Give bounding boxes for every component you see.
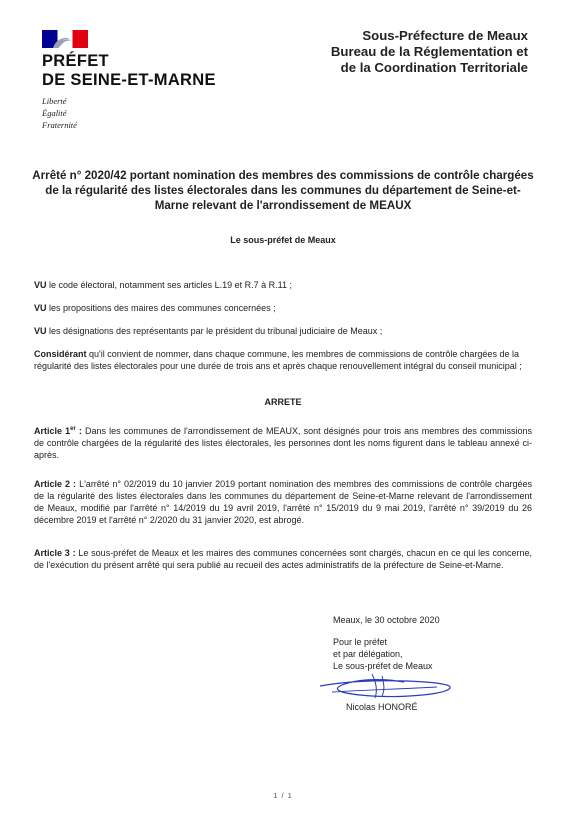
- signature-line2: et par délégation,: [333, 649, 403, 659]
- issuer-block: [331, 28, 528, 76]
- motto-egalite: Égalité: [42, 108, 67, 118]
- consideration-vu-code: [34, 279, 532, 291]
- consideration-lead: VU: [34, 280, 47, 290]
- article-text: L'arrêté n° 02/2019 du 10 janvier 2019 portant nomination des membres des commissions de contrôle chargées de la régularité des listes électorales dans les communes du département de Seine-et-Marne relevant de l'arrondissement de Meaux, modifié par l'arrêté n° 14/2019 du 19 avril 2019, l'arrêté n° 15/2019 du 9 mai 2019, l'arrêté n° 39/2019 du 26 décembre 2019 et l'arrêté n° 2/2020 du 31 janvier 2020, est abrogé.: [34, 479, 532, 525]
- prefet-wordmark: [42, 52, 216, 90]
- consideration-lead: VU: [34, 326, 47, 336]
- prefet-line1: PRÉFET: [42, 52, 109, 70]
- article-label: Article 1er :: [34, 426, 82, 436]
- consideration-text: les propositions des maires des communes concernées ;: [46, 303, 276, 313]
- motto-fraternite: Fraternité: [42, 120, 77, 130]
- motto-liberte: Liberté: [42, 96, 67, 106]
- article-2: [34, 478, 532, 526]
- page-number: 1 / 1: [273, 791, 293, 800]
- article-superscript: er: [70, 426, 76, 432]
- issuer-line3: de la Coordination Territoriale: [340, 60, 528, 75]
- consideration-vu-designations: [34, 325, 532, 337]
- signature-line1: Pour le préfet: [333, 637, 388, 647]
- consideration-text: le code électoral, notamment ses articles L.19 et R.7 à R.11 ;: [46, 280, 292, 290]
- arrete-heading: ARRETE: [264, 397, 302, 407]
- consideration-lead: Considérant: [34, 349, 87, 359]
- article-label: Article 3 :: [34, 548, 76, 558]
- article-3: [34, 547, 532, 571]
- signatory-name: Nicolas HONORÉ: [346, 702, 418, 712]
- place-date: Meaux, le 30 octobre 2020: [333, 615, 440, 625]
- issuer-line2: Bureau de la Réglementation et: [330, 44, 528, 59]
- article-1: [34, 425, 532, 461]
- handwritten-signature: [312, 668, 462, 704]
- prefet-line2: DE SEINE-ET-MARNE: [42, 71, 216, 89]
- marianne-flag-logo: [42, 30, 88, 48]
- consideration-text: qu'il convient de nommer, dans chaque commune, les membres de commissions de contrôle chargées de la régularité des listes électorales pour une durée de trois ans et après chaque renouvellement intégral du conseil municipal ;: [34, 349, 522, 371]
- consideration-considerant: [34, 348, 532, 372]
- article-label: Article 2 :: [34, 479, 77, 489]
- authority-line: Le sous-préfet de Meaux: [230, 235, 336, 245]
- issuer-line1: Sous-Préfecture de Meaux: [362, 28, 528, 43]
- consideration-text: les désignations des représentants par le président du tribunal judiciaire de Meaux ;: [46, 326, 383, 336]
- article-text: Le sous-préfet de Meaux et les maires des communes concernées sont chargés, chacun en ce qui les concerne, de l'exécution du présent arrêté qui sera publié au recueil des actes administratifs de la préfecture de Seine-et-Marne.: [34, 548, 532, 570]
- article-text: Dans les communes de l'arrondissement de MEAUX, sont désignés pour trois ans membres des commissions de contrôle chargées de la régularité des listes électorales, les personnes dont les noms figurent dans le tableau annexé ci-après.: [34, 426, 532, 460]
- consideration-vu-propositions: [34, 302, 532, 314]
- signature-block: [333, 636, 433, 672]
- signature-line3: Le sous-préfet de Meaux: [333, 661, 433, 671]
- republic-motto: [42, 95, 77, 131]
- decree-title: Arrêté n° 2020/42 portant nomination des membres des commissions de contrôle chargées de la régularité des listes électorales dans les communes du département de Seine-et-Marne relevant de l'arrondissement de MEAUX: [32, 169, 534, 212]
- consideration-lead: VU: [34, 303, 47, 313]
